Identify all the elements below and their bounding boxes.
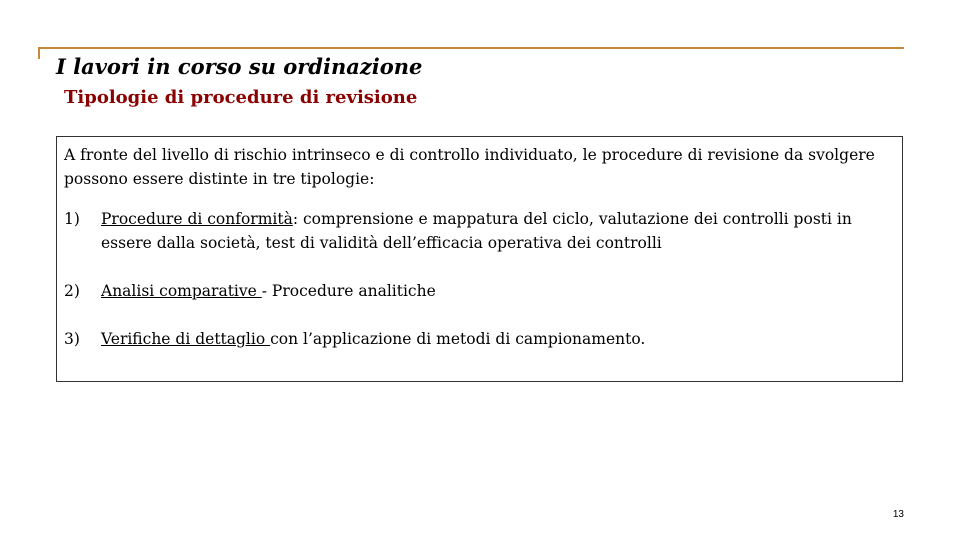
list-item-description: con l’applicazione di metodi di campionamento. [270, 330, 646, 348]
header-rule [38, 47, 904, 49]
intro-paragraph: A fronte del livello di rischio intrinseco e di controllo individuato, le procedure di revisione da svolgere possono essere distinte in tre tipologie: [64, 146, 875, 188]
list-item-heading: Procedure di conformità [101, 210, 293, 228]
list-item-number: 3) [64, 330, 80, 348]
list-item-description: : comprensione e mappatura del ciclo, valutazione dei controlli posti in essere dalla società, test di validità dell’efficacia operativa dei controlli [101, 210, 852, 252]
list-item-text [101, 279, 892, 303]
list-item-description: - Procedure analitiche [261, 282, 436, 300]
list-item [64, 207, 892, 255]
list-item-heading: Analisi comparative [101, 282, 262, 300]
slide-title: I lavori in corso su ordinazione [56, 54, 423, 79]
list-item-number: 2) [64, 282, 80, 300]
list-item-heading: Verifiche di dettaglio [101, 330, 271, 348]
list-item-text [101, 207, 892, 255]
list-item-text [101, 327, 892, 351]
list-item [64, 279, 892, 303]
page-number: 13 [892, 509, 904, 520]
list-item [64, 327, 892, 351]
content-box [56, 136, 903, 382]
header-rule-tick [38, 47, 40, 59]
slide-subtitle: Tipologie di procedure di revisione [64, 87, 418, 108]
list-item-number: 1) [64, 210, 80, 228]
